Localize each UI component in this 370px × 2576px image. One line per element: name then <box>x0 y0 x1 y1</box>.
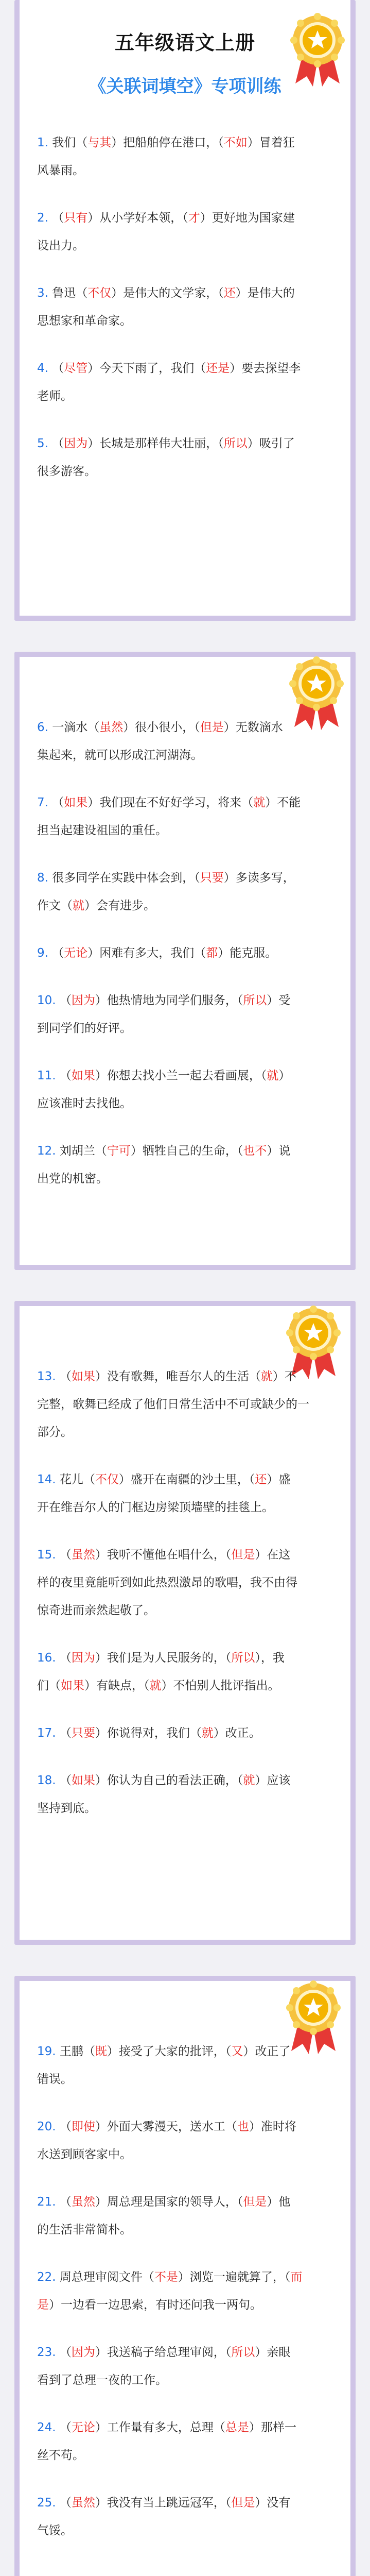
worksheet-card-1 <box>14 0 356 621</box>
question-number: 16. <box>37 1651 60 1665</box>
question-text: （ <box>59 1726 72 1740</box>
question-text: 应该准时去找他。 <box>37 1097 132 1110</box>
worksheet-card-3 <box>14 1301 356 1945</box>
question-line <box>37 2038 333 2065</box>
question-text: ） <box>278 1069 291 1082</box>
question-text: ）没有歌舞，唯吾尔人的生活（ <box>95 1370 261 1383</box>
answer-word: 不仅 <box>87 286 112 300</box>
question-number: 6. <box>37 721 52 734</box>
question-number: 3. <box>37 286 52 300</box>
question-text: （ <box>59 1370 72 1383</box>
question-text: ）多读多写， <box>223 871 295 885</box>
question-text: ）你想去找小兰一起去看画展，（ <box>95 1069 267 1082</box>
question-text: ）没有 <box>255 2496 291 2510</box>
question-text: ）那样一 <box>249 2421 296 2434</box>
question-text: （ <box>52 796 64 809</box>
question-text: ）要去探望李 <box>230 362 301 375</box>
answer-word: 就 <box>260 1370 273 1383</box>
question-line <box>37 1541 333 1569</box>
question-line <box>37 204 333 232</box>
answer-word: 虽然 <box>71 1548 95 1562</box>
question-text: 花儿（ <box>59 1473 95 1486</box>
question-number: 2. <box>37 211 52 225</box>
question-text: ）无数滴水 <box>223 721 283 734</box>
question-line <box>37 2216 333 2244</box>
answer-word: 只要 <box>71 1726 95 1740</box>
question-line <box>37 2263 333 2291</box>
question-line <box>37 307 333 335</box>
answer-word: 就 <box>253 796 266 809</box>
question-line <box>37 1466 333 1494</box>
question-text: ）准时将 <box>249 2120 296 2133</box>
question-text: ）是伟大的 <box>235 286 295 300</box>
answer-word: 如果 <box>61 1679 84 1692</box>
worksheet-card-2 <box>14 652 356 1270</box>
question-text: （ <box>59 1548 72 1562</box>
question-text: （ <box>59 2195 72 2209</box>
answer-word: 都 <box>206 946 218 960</box>
question-text: （ <box>59 2496 72 2510</box>
answer-word: 所以 <box>231 2346 255 2359</box>
answer-word: 因为 <box>71 1651 95 1665</box>
question-text: 老师。 <box>37 389 73 403</box>
question-line <box>37 382 333 410</box>
question-text: ）能克服。 <box>218 946 277 960</box>
answer-word: 还 <box>223 286 236 300</box>
question-text: ）你说得对，我们（ <box>95 1726 202 1740</box>
question-text: ）说 <box>267 1144 291 1158</box>
question-text: ）我听不懂他在唱什么，（ <box>95 1548 232 1562</box>
question-text: ）把船舶停在港口，（ <box>111 136 224 149</box>
question-line <box>37 789 333 817</box>
question-number: 13. <box>37 1370 60 1383</box>
answer-word: 如果 <box>71 1069 95 1082</box>
answer-word: 不仅 <box>95 1473 119 1486</box>
question-line <box>37 354 333 382</box>
question-line <box>37 2141 333 2168</box>
question-number: 11. <box>37 1069 60 1082</box>
question-number: 17. <box>37 1726 60 1740</box>
question-line <box>37 1767 333 1794</box>
question-line <box>37 1090 333 1117</box>
question-line <box>37 457 333 485</box>
question-line <box>37 279 333 307</box>
answer-word: 因为 <box>71 994 95 1007</box>
answer-word: 既 <box>95 2045 107 2058</box>
question-text: 集起来，就可以形成江河湖海。 <box>37 749 203 762</box>
question-line <box>37 2442 333 2469</box>
question-line <box>37 1719 333 1747</box>
question-text: ）盛开在南疆的沙土里，（ <box>118 1473 255 1486</box>
question-text: ）亲眼 <box>255 2346 291 2359</box>
question-text: 丝不苟。 <box>37 2449 84 2462</box>
question-number: 15. <box>37 1548 60 1562</box>
question-number: 4. <box>37 362 52 375</box>
question-text: 惊奇进而亲然起敬了。 <box>37 1604 155 1617</box>
question-number: 21. <box>37 2195 60 2209</box>
question-text: ）不 <box>272 1370 296 1383</box>
question-number: 22. <box>37 2270 60 2284</box>
question-text: ）很小很小，（ <box>123 721 200 734</box>
question-text: 完整，歌舞已经成了他们日常生活中不可或缺少的一 <box>37 1398 309 1411</box>
question-text: 思想家和革命家。 <box>37 314 132 328</box>
answer-word: 所以 <box>223 437 248 450</box>
question-text: 很多游客。 <box>37 465 96 478</box>
question-line <box>37 2065 333 2093</box>
question-text: ）困难有多大，我们（ <box>87 946 206 960</box>
question-text: ）我们现在不好好学习，将来（ <box>87 796 254 809</box>
question-text: ）牺牲自己的生命，（ <box>130 1144 243 1158</box>
question-number: 24. <box>37 2421 60 2434</box>
question-text: 的生活非常简朴。 <box>37 2223 132 2236</box>
page-title: 五年级语文上册 <box>114 31 255 54</box>
answer-word: 总是 <box>225 2421 249 2434</box>
question-line <box>37 1569 333 1597</box>
answer-word: 虽然 <box>71 2496 95 2510</box>
question-text: 担当起建设祖国的重任。 <box>37 824 167 837</box>
question-text: ）应该 <box>255 1774 291 1787</box>
question-text: （ <box>52 362 64 375</box>
question-line <box>37 1014 333 1042</box>
question-number: 14. <box>37 1473 60 1486</box>
question-text: 错误。 <box>37 2073 73 2086</box>
question-line <box>37 2489 333 2517</box>
answer-word: 虽然 <box>99 721 124 734</box>
question-text: ）今天下雨了，我们（ <box>87 362 206 375</box>
question-text: 我们（ <box>52 136 88 149</box>
question-text: ）周总理是国家的领导人，（ <box>95 2195 243 2209</box>
question-number: 18. <box>37 1774 60 1787</box>
question-line <box>37 892 333 920</box>
answer-word: 但是 <box>231 2496 255 2510</box>
question-line <box>37 1597 333 1624</box>
question-line <box>37 2338 333 2366</box>
answer-word: 又 <box>231 2045 243 2058</box>
answer-word: 如果 <box>71 1370 95 1383</box>
question-text: ）你认为自己的看法正确，（ <box>95 1774 243 1787</box>
question-number: 23. <box>37 2346 60 2359</box>
answer-word: 宁可 <box>107 1144 131 1158</box>
answer-word: 尽管 <box>64 362 88 375</box>
question-text: ）盛 <box>267 1473 291 1486</box>
answer-word: 即使 <box>71 2120 95 2133</box>
question-text: ）有缺点，（ <box>84 1679 150 1692</box>
answer-word: 所以 <box>243 994 267 1007</box>
answer-word: 才 <box>188 211 200 225</box>
question-text: ），我 <box>255 1651 285 1665</box>
question-line <box>37 939 333 967</box>
question-line <box>37 817 333 844</box>
question-text: ）吸引了 <box>247 437 295 450</box>
question-text: （ <box>59 994 72 1007</box>
question-line <box>37 1165 333 1193</box>
question-text: ）他热情地为同学们服务，（ <box>95 994 243 1007</box>
question-number: 7. <box>37 796 52 809</box>
answer-word: 是 <box>37 2298 49 2312</box>
question-text: （ <box>59 2120 72 2133</box>
answer-word: 就 <box>73 899 84 912</box>
question-number: 8. <box>37 871 52 885</box>
question-text: ）会有进步。 <box>84 899 155 912</box>
question-text: 作文（ <box>37 899 73 912</box>
answer-word: 而 <box>290 2270 303 2284</box>
question-text: ）改正。 <box>213 1726 261 1740</box>
question-line <box>37 1794 333 1822</box>
question-line <box>37 129 333 157</box>
answer-word: 但是 <box>231 1548 255 1562</box>
answer-word: 如果 <box>71 1774 95 1787</box>
question-line <box>37 232 333 260</box>
question-text: ）他 <box>267 2195 291 2209</box>
question-number: 9. <box>37 946 52 960</box>
answer-word: 因为 <box>71 2346 95 2359</box>
question-text: 设出力。 <box>37 239 84 252</box>
question-number: 25. <box>37 2496 60 2510</box>
question-line <box>37 430 333 457</box>
question-line <box>37 1062 333 1090</box>
question-text: 看到了总理一夜的工作。 <box>37 2374 167 2387</box>
question-text: 一滴水（ <box>52 721 100 734</box>
answer-word: 但是 <box>200 721 224 734</box>
question-line <box>37 2366 333 2394</box>
question-text: 们（ <box>37 1679 61 1692</box>
question-text: （ <box>52 437 64 450</box>
question-line <box>37 1137 333 1165</box>
question-text: （ <box>59 2421 72 2434</box>
answer-word: 还是 <box>206 362 230 375</box>
medal-icon <box>287 10 348 88</box>
question-text: （ <box>59 1774 72 1787</box>
question-text: ）更好地为国家建 <box>200 211 295 225</box>
question-text: 风暴雨。 <box>37 164 84 177</box>
question-text: ）接受了大家的批评，（ <box>107 2045 232 2058</box>
question-text: 部分。 <box>37 1426 73 1439</box>
answer-word: 就 <box>267 1069 279 1082</box>
question-text: 刘胡兰（ <box>59 1144 107 1158</box>
answer-word: 与其 <box>87 136 112 149</box>
question-line <box>37 157 333 184</box>
question-line <box>37 2414 333 2442</box>
question-text: ）不怕别人批评指出。 <box>161 1679 280 1692</box>
question-text: ）从小学好本领，（ <box>87 211 188 225</box>
question-text: 样的夜里竟能听到如此热烈激昂的歌唱，我不由得 <box>37 1576 297 1589</box>
question-text: ）冒着狂 <box>247 136 295 149</box>
answer-word: 虽然 <box>71 2195 95 2209</box>
question-text: （ <box>52 211 64 225</box>
question-line <box>37 1363 333 1391</box>
question-text: ）改正了 <box>243 2045 291 2058</box>
answer-word: 就 <box>201 1726 214 1740</box>
question-line <box>37 1644 333 1672</box>
question-text: 坚持到底。 <box>37 1802 96 1815</box>
question-line <box>37 741 333 769</box>
question-line <box>37 864 333 892</box>
question-line <box>37 1672 333 1700</box>
answer-word: 就 <box>243 1774 255 1787</box>
question-number: 1. <box>37 136 52 149</box>
answer-word: 因为 <box>64 437 88 450</box>
answer-word: 还 <box>255 1473 267 1486</box>
question-text: ）我没有当上跳远冠军，（ <box>95 2496 232 2510</box>
question-text: 王鹏（ <box>59 2045 95 2058</box>
question-text: ）不能 <box>265 796 301 809</box>
question-text: 到同学们的好评。 <box>37 1022 132 1035</box>
answer-word: 不如 <box>223 136 248 149</box>
question-number: 10. <box>37 994 60 1007</box>
question-text: ）受 <box>267 994 291 1007</box>
question-text: 水送到顾客家中。 <box>37 2148 132 2161</box>
answer-word: 只要 <box>200 871 224 885</box>
question-line <box>37 1418 333 1446</box>
answer-word: 但是 <box>243 2195 267 2209</box>
question-line <box>37 987 333 1014</box>
question-text: ）我送稿子给总理审阅，（ <box>95 2346 232 2359</box>
question-text: 周总理审阅文件（ <box>59 2270 154 2284</box>
answer-word: 无论 <box>71 2421 95 2434</box>
question-line <box>37 2188 333 2216</box>
question-text: ）是伟大的文学家，（ <box>111 286 224 300</box>
question-text: ）浏览一遍就算了，（ <box>178 2270 291 2284</box>
question-text: ）一边看一边思索，有时还问我一两句。 <box>49 2298 262 2312</box>
question-text: 开在维吾尔人的门框边房梁顶墙壁的挂毯上。 <box>37 1501 274 1514</box>
question-text: ）在这 <box>255 1548 291 1562</box>
page-subtitle: 《关联词填空》专项训练 <box>89 76 281 97</box>
answer-word: 不是 <box>154 2270 178 2284</box>
answer-word: 就 <box>149 1679 162 1692</box>
question-text: （ <box>59 1651 72 1665</box>
question-text: 出党的机密。 <box>37 1172 108 1185</box>
question-line <box>37 2113 333 2141</box>
question-line <box>37 1391 333 1418</box>
question-text: ）长城是那样伟大壮丽，（ <box>87 437 224 450</box>
question-line <box>37 2517 333 2545</box>
question-line <box>37 1494 333 1521</box>
question-number: 19. <box>37 2045 60 2058</box>
question-text: （ <box>59 1069 72 1082</box>
question-text: 气馁。 <box>37 2524 73 2537</box>
answer-word: 也不 <box>243 1144 267 1158</box>
question-line <box>37 714 333 741</box>
question-text: 鲁迅（ <box>52 286 88 300</box>
question-number: 5. <box>37 437 52 450</box>
answer-word: 也 <box>237 2120 249 2133</box>
answer-word: 只有 <box>64 211 88 225</box>
question-text: ）外面大雾漫天，送水工（ <box>95 2120 237 2133</box>
question-text: （ <box>52 946 64 960</box>
answer-word: 无论 <box>64 946 88 960</box>
question-line <box>37 2291 333 2319</box>
answer-word: 如果 <box>64 796 88 809</box>
worksheet-card-4 <box>14 1976 356 2576</box>
answer-word: 所以 <box>231 1651 255 1665</box>
question-text: ）我们是为人民服务的，（ <box>95 1651 232 1665</box>
question-text: 很多同学在实践中体会到，（ <box>52 871 200 885</box>
question-number: 12. <box>37 1144 60 1158</box>
question-text: ）工作量有多大，总理（ <box>95 2421 225 2434</box>
question-text: （ <box>59 2346 72 2359</box>
question-number: 20. <box>37 2120 60 2133</box>
